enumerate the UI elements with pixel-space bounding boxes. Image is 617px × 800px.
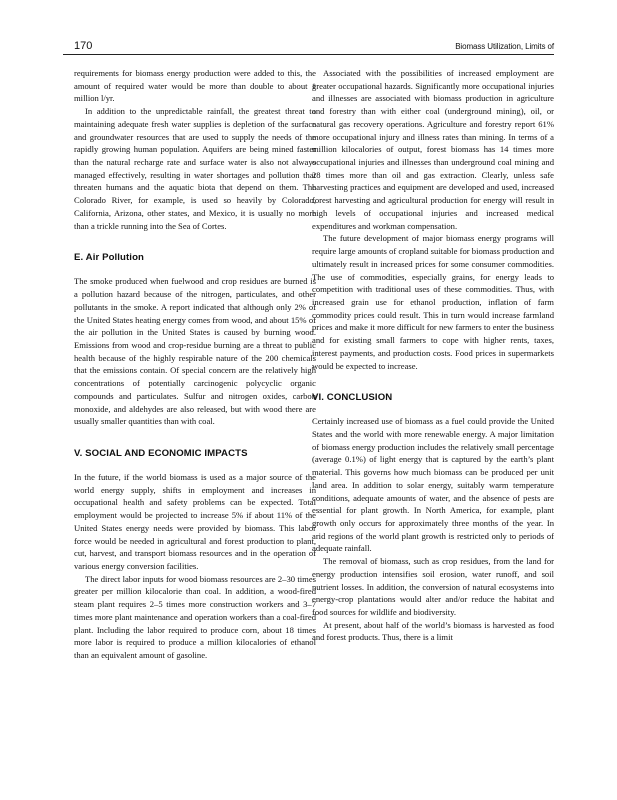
header-rule <box>63 54 554 55</box>
paragraph: The direct labor inputs for wood biomass resources are 2–30 times greater per million kilocalorie than coal. In addition, a wood-fired steam plant requires 2–5 times more construction workers and 3–7 times more plant maintenance and operation workers than a coal-fired plant. Including the labor required to produce corn, about 18 times more labor is required to produce a million kilocalories of ethanol than an equivalent amount of gasoline. <box>74 573 316 661</box>
page-number: 170 <box>74 40 93 52</box>
paragraph: At present, about half of the world’s biomass is harvested as food and forest products. Thus, there is a limit <box>312 619 554 643</box>
paragraph: requirements for biomass energy production were added to this, the amount of required water would be more than double to about 1 million l/yr. <box>74 68 316 104</box>
paragraph: In addition to the unpredictable rainfall, the greatest threat to maintaining adequate fresh water supplies is depletion of the surface and groundwater resources that are used to supply the needs of the rapidly growing human population. Aquifers are being mined faster than the natural recharge rate and surface water is also not always managed effectively, resulting in water shortages and pollution that threaten humans and the aquatic biota that depend on them. The Colorado River, for example, is used so heavily by Colorado, California, Arizona, other states, and Mexico, it is usually no more than a trickle running into the Sea of Cortes. <box>74 106 316 231</box>
paragraph: The future development of major biomass energy programs will require large amounts of cropland suitable for biomass production and ultimately result in increased prices for some consumer commodities. The use of commodities, especially grains, for energy leads to competition with traditional uses of these commodities. Thus, with increased grain use for ethanol production, inflation of farm commodity prices could result. This in turn would increase farmland prices and make it more difficult for new farmers to enter the business and for existing small farmers to cope with higher rents, taxes, interest payments, and production costs. Food prices in supermarkets would be expected to increase. <box>312 233 554 371</box>
section-heading-conclusion: VI. CONCLUSION <box>312 392 393 404</box>
paragraph: Associated with the possibilities of increased employment are greater occupational hazards. Significantly more occupational injuries and illnesses are associated with biomass production in agriculture and forestry than with either coal (underground mining), oil, or natural gas recovery operations. Agriculture and forestry report 61% more occupational injury and illness rates than mining. In terms of a million kilocalories of output, forest biomass has 14 times more occupational injuries and illnesses than underground coal mining and 28 times more than oil and gas extraction. Clearly, unless safe harvesting practices and equipment are developed and used, increased forest harvesting and agricultural production for energy will result in high levels of occupational injuries and increased medical expenditures and workman compensation. <box>312 68 554 231</box>
right-column <box>312 67 554 644</box>
paragraph: The smoke produced when fuelwood and crop residues are burned is a pollution hazard because of the nitrogen, particulates, and other pollutants in the smoke. A report indicated that although only 2% of the United States heating energy comes from wood, and about 15% of the air pollution in the United States is caused by burning wood. Emissions from wood and crop-residue burning are a threat to public health because of the highly respirable nature of the 200 chemicals that the emissions contain. Of special concern are the relatively high concentrations of potentially carcinogenic polycyclic organic compounds and particulates. Sulfur and nitrogen oxides, carbon monoxide, and aldehydes are also released, but with wood there are usually smaller quantities than with coal. <box>74 276 316 427</box>
left-column <box>74 67 316 662</box>
section-heading-social-economic: V. SOCIAL AND ECONOMIC IMPACTS <box>74 447 248 459</box>
running-title: Biomass Utilization, Limits of <box>455 42 554 51</box>
paragraph: Certainly increased use of biomass as a fuel could provide the United States and the world with more renewable energy. A major limitation of biomass energy production includes the relatively small percentage (average 0.1%) of light energy that is captured by the earth’s plant material. This governs how much biomass can be produced per unit land area. In addition to solar energy, suitably warm temperature conditions, adequate amounts of water, and the absence of pests are essential for plant growth. In North America, for example, plant growth only occurs for approximately three months of the year. In arid regions of the world plant growth is restricted only to periods of adequate rainfall. <box>312 416 554 554</box>
paragraph: In the future, if the world biomass is used as a major source of the world energy supply, shifts in employment and increases in occupational health and safety problems can be expected. Total employment would be projected to increase 5% if about 11% of the United States energy needs were provided by biomass. This labor force would be needed in agricultural and forest production to plant, cut, harvest, and transport biomass resources and in the operation of various energy conversion facilities. <box>74 471 316 571</box>
paragraph: The removal of biomass, such as crop residues, from the land for energy production intensifies soil erosion, water runoff, and soil nutrient losses. In addition, the conversion of natural ecosystems into energy-crop plantations would alter and/or reduce the habitat and food sources for wildlife and biodiversity. <box>312 556 554 618</box>
section-heading-air-pollution: E. Air Pollution <box>74 252 144 264</box>
